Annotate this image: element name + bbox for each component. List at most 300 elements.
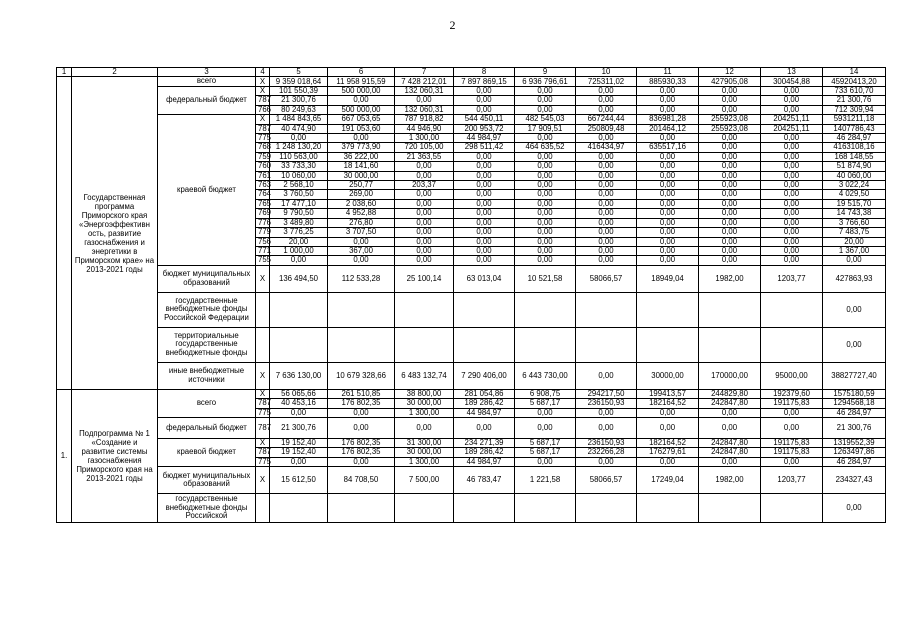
value-cell: 10 060,00: [270, 171, 328, 180]
value-cell: 30 000,00: [328, 171, 395, 180]
value-cell: 2 568,10: [270, 181, 328, 190]
code-cell: 776: [256, 218, 270, 227]
value-cell: [637, 494, 699, 523]
value-cell: 269,00: [328, 190, 395, 199]
value-cell: 21 363,55: [395, 152, 454, 161]
value-cell: 191175,83: [761, 438, 823, 447]
header-cell: 3: [158, 68, 256, 77]
value-cell: 40 453,16: [270, 399, 328, 408]
value-cell: 250,77: [328, 181, 395, 190]
value-cell: 1 367,00: [823, 246, 886, 255]
value-cell: 0,00: [576, 152, 637, 161]
value-cell: 1203,77: [761, 265, 823, 292]
table-row: [57, 292, 886, 327]
value-cell: [454, 292, 515, 327]
value-cell: 0,00: [515, 256, 576, 265]
value-cell: 101 550,39: [270, 87, 328, 96]
value-cell: 33 733,30: [270, 162, 328, 171]
value-cell: [328, 327, 395, 362]
value-cell: 0,00: [761, 228, 823, 237]
value-cell: [515, 292, 576, 327]
code-cell: [256, 327, 270, 362]
code-cell: Х: [256, 115, 270, 124]
value-cell: 0,00: [515, 162, 576, 171]
program-name: Государственная программа Приморского края «Энергоэффективн ость, развитие газоснабжения и энергетики в Приморском крае» на 2013-2021 годы: [72, 77, 158, 389]
value-cell: 0,00: [637, 181, 699, 190]
value-cell: 0,00: [515, 218, 576, 227]
value-cell: 367,00: [328, 246, 395, 255]
value-cell: 201464,12: [637, 124, 699, 133]
value-cell: 170000,00: [699, 362, 761, 389]
value-cell: 20,00: [823, 237, 886, 246]
value-cell: 5 687,17: [515, 438, 576, 447]
value-cell: 0,00: [454, 209, 515, 218]
value-cell: 0,00: [576, 408, 637, 417]
value-cell: 0,00: [637, 152, 699, 161]
value-cell: 0,00: [699, 143, 761, 152]
value-cell: [637, 327, 699, 362]
value-cell: 0,00: [823, 292, 886, 327]
value-cell: [270, 327, 328, 362]
value-cell: 0,00: [699, 408, 761, 417]
value-cell: 84 708,50: [328, 467, 395, 494]
funding-source: государственные внебюджетные фонды Российской: [158, 494, 256, 523]
value-cell: 0,00: [637, 457, 699, 466]
value-cell: [761, 327, 823, 362]
value-cell: 0,00: [761, 87, 823, 96]
value-cell: 0,00: [515, 96, 576, 105]
code-cell: 787: [256, 417, 270, 438]
funding-source: всего: [158, 77, 256, 87]
value-cell: 0,00: [699, 417, 761, 438]
value-cell: 0,00: [395, 190, 454, 199]
value-cell: 232266,28: [576, 448, 637, 457]
header-cell: 2: [72, 68, 158, 77]
funding-source: краевой бюджет: [158, 438, 256, 466]
value-cell: 0,00: [699, 181, 761, 190]
code-cell: [256, 292, 270, 327]
value-cell: 0,00: [761, 152, 823, 161]
value-cell: 9 790,50: [270, 209, 328, 218]
value-cell: 0,00: [454, 237, 515, 246]
value-cell: 19 152,40: [270, 438, 328, 447]
value-cell: 0,00: [699, 152, 761, 161]
value-cell: 667244,44: [576, 115, 637, 124]
value-cell: 0,00: [515, 199, 576, 208]
value-cell: 544 450,11: [454, 115, 515, 124]
value-cell: 2 038,60: [328, 199, 395, 208]
value-cell: 0,00: [761, 199, 823, 208]
value-cell: [515, 327, 576, 362]
page-number: 2: [449, 18, 456, 32]
value-cell: 0,00: [454, 218, 515, 227]
value-cell: 0,00: [270, 134, 328, 143]
value-cell: 19 515,70: [823, 199, 886, 208]
value-cell: 0,00: [761, 209, 823, 218]
value-cell: 234 271,39: [454, 438, 515, 447]
value-cell: [699, 327, 761, 362]
value-cell: 176 802,35: [328, 448, 395, 457]
value-cell: 44 984,97: [454, 408, 515, 417]
value-cell: 1982,00: [699, 467, 761, 494]
code-cell: 765: [256, 199, 270, 208]
value-cell: 9 359 018,64: [270, 77, 328, 87]
value-cell: 0,00: [637, 417, 699, 438]
header-cell: 8: [454, 68, 515, 77]
value-cell: 236150,93: [576, 399, 637, 408]
value-cell: 182164,52: [637, 438, 699, 447]
value-cell: 0,00: [699, 237, 761, 246]
header-cell: 5: [270, 68, 328, 77]
value-cell: 0,00: [699, 171, 761, 180]
value-cell: 242847,80: [699, 399, 761, 408]
value-cell: 25 100,14: [395, 265, 454, 292]
value-cell: 0,00: [576, 417, 637, 438]
value-cell: 58066,57: [576, 467, 637, 494]
value-cell: 0,00: [576, 105, 637, 114]
funding-source: государственные внебюджетные фонды Российской Федерации: [158, 292, 256, 327]
table-row: [57, 362, 886, 389]
value-cell: 1203,77: [761, 467, 823, 494]
value-cell: 3 489,80: [270, 218, 328, 227]
value-cell: 0,00: [699, 199, 761, 208]
code-cell: 787: [256, 96, 270, 105]
header-cell: 10: [576, 68, 637, 77]
value-cell: 0,00: [515, 171, 576, 180]
value-cell: 0,00: [576, 228, 637, 237]
value-cell: 0,00: [576, 362, 637, 389]
value-cell: 0,00: [454, 171, 515, 180]
value-cell: 0,00: [637, 171, 699, 180]
value-cell: 0,00: [637, 87, 699, 96]
value-cell: 0,00: [761, 246, 823, 255]
value-cell: 0,00: [576, 237, 637, 246]
value-cell: [270, 494, 328, 523]
value-cell: 0,00: [328, 256, 395, 265]
value-cell: 255923,08: [699, 115, 761, 124]
value-cell: 0,00: [454, 162, 515, 171]
value-cell: 234327,43: [823, 467, 886, 494]
value-cell: 0,00: [454, 246, 515, 255]
value-cell: 0,00: [395, 237, 454, 246]
value-cell: 294217,50: [576, 389, 637, 398]
value-cell: 0,00: [576, 190, 637, 199]
value-cell: [454, 494, 515, 523]
value-cell: 19 152,40: [270, 448, 328, 457]
value-cell: 787 918,82: [395, 115, 454, 124]
value-cell: 0,00: [637, 228, 699, 237]
value-cell: 0,00: [395, 199, 454, 208]
value-cell: 0,00: [328, 237, 395, 246]
value-cell: 18 141,60: [328, 162, 395, 171]
value-cell: 0,00: [637, 199, 699, 208]
value-cell: 0,00: [761, 96, 823, 105]
value-cell: 191175,83: [761, 399, 823, 408]
value-cell: 95000,00: [761, 362, 823, 389]
value-cell: 0,00: [515, 105, 576, 114]
value-cell: 10 521,58: [515, 265, 576, 292]
table-row: [57, 87, 886, 96]
header-cell: 11: [637, 68, 699, 77]
value-cell: 46 284,97: [823, 457, 886, 466]
value-cell: 0,00: [699, 209, 761, 218]
value-cell: 192379,60: [761, 389, 823, 398]
value-cell: 3 760,50: [270, 190, 328, 199]
value-cell: 0,00: [699, 105, 761, 114]
value-cell: 0,00: [761, 218, 823, 227]
value-cell: 720 105,00: [395, 143, 454, 152]
value-cell: 0,00: [454, 417, 515, 438]
value-cell: 1982,00: [699, 265, 761, 292]
value-cell: 1 484 843,65: [270, 115, 328, 124]
value-cell: [328, 494, 395, 523]
value-cell: [395, 327, 454, 362]
value-cell: 44 946,90: [395, 124, 454, 133]
header-cell: 12: [699, 68, 761, 77]
funding-source: территориальные государственные внебюджетные фонды: [158, 327, 256, 362]
code-cell: 755: [256, 256, 270, 265]
table-row: [57, 467, 886, 494]
value-cell: 14 743,38: [823, 209, 886, 218]
value-cell: 0,00: [328, 96, 395, 105]
code-cell: 756: [256, 237, 270, 246]
value-cell: 0,00: [395, 417, 454, 438]
value-cell: 3 776,25: [270, 228, 328, 237]
header-cell: 14: [823, 68, 886, 77]
code-cell: 787: [256, 448, 270, 457]
value-cell: 0,00: [823, 327, 886, 362]
value-cell: 236150,93: [576, 438, 637, 447]
value-cell: 0,00: [454, 105, 515, 114]
value-cell: 0,00: [699, 256, 761, 265]
value-cell: 464 635,52: [515, 143, 576, 152]
value-cell: 0,00: [761, 105, 823, 114]
value-cell: 0,00: [637, 256, 699, 265]
value-cell: 5931211,18: [823, 115, 886, 124]
value-cell: 4 029,50: [823, 190, 886, 199]
program-name: Подпрограмма № 1 «Создание и развитие системы газоснабжения Приморского края на 2013-2021 годы: [72, 389, 158, 522]
value-cell: 45920413,20: [823, 77, 886, 87]
code-cell: 775: [256, 408, 270, 417]
value-cell: [761, 292, 823, 327]
value-cell: 0,00: [699, 457, 761, 466]
value-cell: 298 511,42: [454, 143, 515, 152]
value-cell: 0,00: [395, 256, 454, 265]
value-cell: 0,00: [576, 218, 637, 227]
value-cell: 0,00: [515, 457, 576, 466]
value-cell: 46 284,97: [823, 134, 886, 143]
value-cell: 21 300,76: [823, 96, 886, 105]
value-cell: 46 284,97: [823, 408, 886, 417]
value-cell: 242847,80: [699, 448, 761, 457]
code-cell: 771: [256, 246, 270, 255]
value-cell: 0,00: [576, 87, 637, 96]
budget-table: [56, 67, 886, 523]
value-cell: 132 060,31: [395, 105, 454, 114]
value-cell: 0,00: [699, 87, 761, 96]
value-cell: 0,00: [637, 218, 699, 227]
header-cell: 4: [256, 68, 270, 77]
value-cell: 0,00: [761, 237, 823, 246]
value-cell: 0,00: [761, 417, 823, 438]
value-cell: [576, 494, 637, 523]
value-cell: 300454,88: [761, 77, 823, 87]
funding-source: федеральный бюджет: [158, 417, 256, 438]
value-cell: 0,00: [637, 105, 699, 114]
value-cell: 1575180,59: [823, 389, 886, 398]
value-cell: 40 060,00: [823, 171, 886, 180]
value-cell: 15 612,50: [270, 467, 328, 494]
value-cell: 0,00: [761, 134, 823, 143]
value-cell: 0,00: [576, 457, 637, 466]
value-cell: 58066,57: [576, 265, 637, 292]
program-number: [57, 77, 72, 389]
value-cell: [576, 327, 637, 362]
value-cell: 0,00: [637, 237, 699, 246]
value-cell: 203,37: [395, 181, 454, 190]
value-cell: 281 054,86: [454, 389, 515, 398]
table-row: [57, 417, 886, 438]
header-cell: 9: [515, 68, 576, 77]
value-cell: 189 286,42: [454, 399, 515, 408]
value-cell: 31 300,00: [395, 438, 454, 447]
value-cell: 0,00: [823, 256, 886, 265]
value-cell: 21 300,76: [270, 417, 328, 438]
value-cell: 0,00: [761, 190, 823, 199]
value-cell: 1407786,43: [823, 124, 886, 133]
value-cell: 733 610,70: [823, 87, 886, 96]
code-cell: 775: [256, 134, 270, 143]
value-cell: 427863,93: [823, 265, 886, 292]
value-cell: 38827727,40: [823, 362, 886, 389]
table-row: [57, 265, 886, 292]
value-cell: 0,00: [576, 209, 637, 218]
code-cell: Х: [256, 362, 270, 389]
value-cell: 0,00: [515, 152, 576, 161]
value-cell: 0,00: [395, 228, 454, 237]
value-cell: 0,00: [637, 246, 699, 255]
value-cell: 1263497,86: [823, 448, 886, 457]
value-cell: 255923,08: [699, 124, 761, 133]
value-cell: 0,00: [395, 171, 454, 180]
value-cell: 4163108,16: [823, 143, 886, 152]
value-cell: 0,00: [454, 190, 515, 199]
value-cell: 0,00: [637, 162, 699, 171]
value-cell: 0,00: [761, 162, 823, 171]
value-cell: 0,00: [699, 162, 761, 171]
value-cell: 199413,57: [637, 389, 699, 398]
value-cell: 80 249,63: [270, 105, 328, 114]
value-cell: 17 477,10: [270, 199, 328, 208]
value-cell: 176 802,35: [328, 399, 395, 408]
value-cell: 0,00: [637, 408, 699, 417]
value-cell: 6 908,75: [515, 389, 576, 398]
value-cell: 0,00: [515, 87, 576, 96]
code-cell: Х: [256, 467, 270, 494]
header-row: [57, 68, 886, 77]
value-cell: 6 936 796,61: [515, 77, 576, 87]
value-cell: 0,00: [328, 134, 395, 143]
code-cell: 761: [256, 171, 270, 180]
value-cell: 1 248 130,20: [270, 143, 328, 152]
value-cell: 17 909,51: [515, 124, 576, 133]
value-cell: [761, 494, 823, 523]
value-cell: 0,00: [515, 181, 576, 190]
value-cell: 0,00: [328, 457, 395, 466]
value-cell: 0,00: [761, 408, 823, 417]
value-cell: 112 533,28: [328, 265, 395, 292]
value-cell: 836981,28: [637, 115, 699, 124]
program-number: 1.: [57, 389, 72, 522]
value-cell: 0,00: [761, 171, 823, 180]
value-cell: 0,00: [823, 494, 886, 523]
value-cell: 0,00: [395, 218, 454, 227]
value-cell: 5 687,17: [515, 399, 576, 408]
table-row: [57, 115, 886, 124]
value-cell: 0,00: [699, 246, 761, 255]
value-cell: 30 000,00: [395, 448, 454, 457]
value-cell: 1294568,18: [823, 399, 886, 408]
value-cell: 4 952,88: [328, 209, 395, 218]
value-cell: 0,00: [454, 152, 515, 161]
header-cell: 7: [395, 68, 454, 77]
value-cell: 5 687,17: [515, 448, 576, 457]
funding-source: бюджет муниципальных образований: [158, 467, 256, 494]
funding-source: иные внебюджетные источники: [158, 362, 256, 389]
header-cell: 13: [761, 68, 823, 77]
code-cell: 787: [256, 399, 270, 408]
value-cell: [637, 292, 699, 327]
value-cell: 0,00: [699, 190, 761, 199]
value-cell: 379 773,90: [328, 143, 395, 152]
code-cell: Х: [256, 87, 270, 96]
value-cell: 6 483 132,74: [395, 362, 454, 389]
value-cell: 0,00: [270, 256, 328, 265]
value-cell: 6 443 730,00: [515, 362, 576, 389]
value-cell: 0,00: [328, 408, 395, 417]
code-cell: Х: [256, 265, 270, 292]
value-cell: 635517,16: [637, 143, 699, 152]
value-cell: 0,00: [515, 228, 576, 237]
value-cell: 21 300,76: [823, 417, 886, 438]
value-cell: 0,00: [699, 228, 761, 237]
value-cell: [576, 292, 637, 327]
table-row: [57, 494, 886, 523]
code-cell: Х: [256, 77, 270, 87]
value-cell: [699, 494, 761, 523]
value-cell: 1 300,00: [395, 134, 454, 143]
value-cell: 1319552,39: [823, 438, 886, 447]
value-cell: 0,00: [699, 134, 761, 143]
value-cell: 7 290 406,00: [454, 362, 515, 389]
value-cell: 0,00: [761, 457, 823, 466]
value-cell: 0,00: [515, 246, 576, 255]
value-cell: 44 984,97: [454, 134, 515, 143]
value-cell: 0,00: [576, 256, 637, 265]
value-cell: 200 953,72: [454, 124, 515, 133]
value-cell: 276,80: [328, 218, 395, 227]
value-cell: 1 000,00: [270, 246, 328, 255]
value-cell: 0,00: [454, 87, 515, 96]
value-cell: [515, 494, 576, 523]
code-cell: 763: [256, 181, 270, 190]
value-cell: 11 958 915,59: [328, 77, 395, 87]
value-cell: 0,00: [515, 408, 576, 417]
value-cell: 204251,11: [761, 124, 823, 133]
value-cell: 0,00: [395, 209, 454, 218]
value-cell: 56 065,66: [270, 389, 328, 398]
value-cell: [270, 292, 328, 327]
